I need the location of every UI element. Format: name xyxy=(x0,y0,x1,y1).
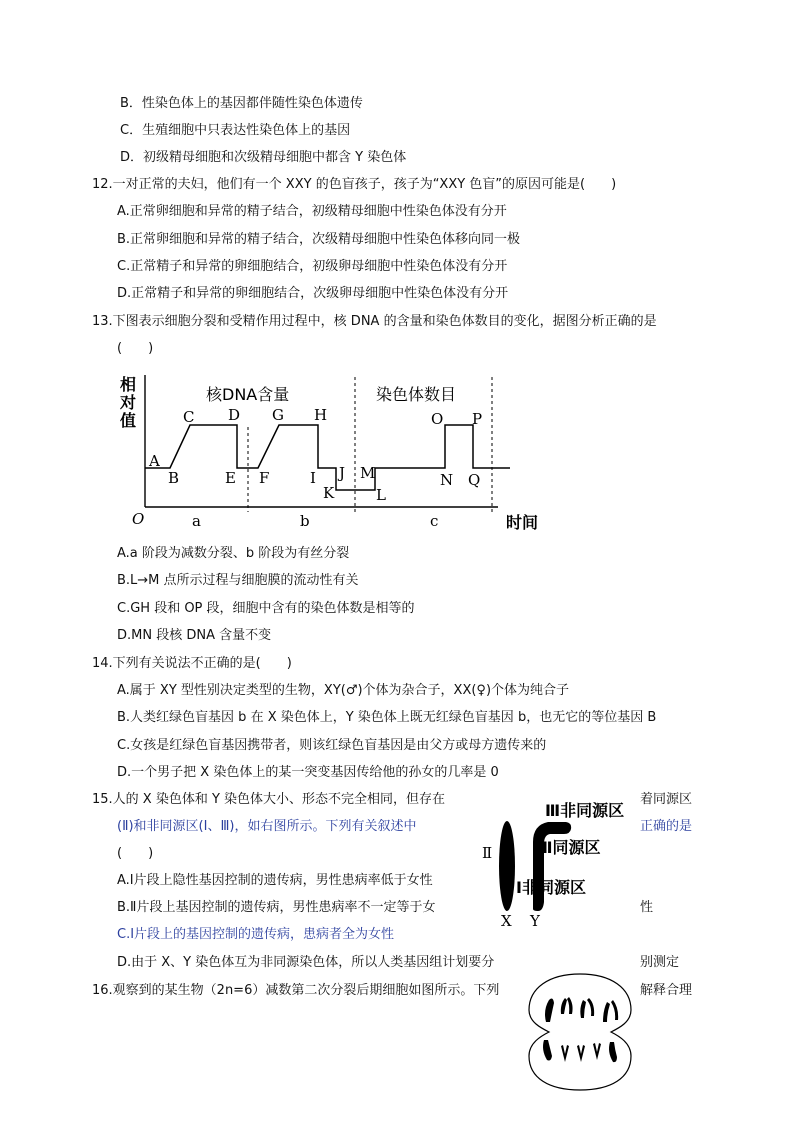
q15-stem-right: 着同源区 xyxy=(640,792,693,807)
q13-option-b: B.L→M 点所示过程与细胞膜的流动性有关 xyxy=(117,573,359,588)
stage-label-b: b xyxy=(300,512,310,530)
label-i-nonhomologous: Ⅰ非同源区 xyxy=(516,878,586,897)
q15-paren: ( ) xyxy=(117,846,154,861)
point-label-q: Q xyxy=(468,471,481,489)
q15-option-b-end: 性 xyxy=(640,900,654,915)
q14-option-a: A.属于 XY 型性别决定类型的生物，XY(♂)个体为杂合子，XX(♀)个体为纯合子 xyxy=(117,683,570,698)
label-ii-homologous: Ⅱ同源区 xyxy=(542,838,601,857)
q12-option-a: A.正常卵细胞和异常的精子结合，初级精母细胞中性染色体没有分开 xyxy=(117,204,507,219)
point-label-a: A xyxy=(149,452,160,470)
q12-option-c: C.正常精子和异常的卵细胞结合，初级卵母细胞中性染色体没有分开 xyxy=(117,259,508,274)
point-label-d: D xyxy=(228,406,241,424)
q15-option-d: D.由于 X、Y 染色体互为非同源染色体，所以人类基因组计划要分 xyxy=(117,955,495,970)
point-label-n: N xyxy=(440,471,454,489)
xy-chromosome-figure xyxy=(476,792,636,930)
q11-option-c: C．生殖细胞中只表达性染色体上的基因 xyxy=(120,123,351,138)
lower-chromosomes xyxy=(543,1040,617,1062)
q14-option-c: C.女孩是红绿色盲基因携带者，则该红绿色盲基因是由父方或母方遗传来的 xyxy=(117,738,547,753)
q13-stem: 13.下图表示细胞分裂和受精作用过程中，核 DNA 的含量和染色体数目的变化，据图分析正确的是 xyxy=(92,314,657,329)
y-label-2: 对 xyxy=(120,393,137,412)
q13-option-a: A.a 阶段为减数分裂、b 阶段为有丝分裂 xyxy=(117,546,350,561)
section-label-dna: 核DNA含量 xyxy=(206,385,290,404)
q15-stem-left: 15.人的 X 染色体和 Y 染色体大小、形态不完全相同，但存在 xyxy=(92,792,446,807)
point-label-i: I xyxy=(310,469,316,487)
point-label-p: P xyxy=(472,410,483,428)
x-chromosome xyxy=(499,821,515,911)
stage-label-a: a xyxy=(192,512,201,530)
dna-chromosome-graph xyxy=(118,372,548,537)
upper-chromosomes xyxy=(545,997,618,1022)
q15-line2-right: 正确的是 xyxy=(640,819,693,834)
q15-option-d-end: 别测定 xyxy=(640,955,680,970)
q13-option-d: D.MN 段核 DNA 含量不变 xyxy=(117,628,272,643)
q12-option-d: D.正常精子和异常的卵细胞结合，次级卵母细胞中性染色体没有分开 xyxy=(117,286,509,301)
point-label-b: B xyxy=(168,469,180,487)
q15-option-b: B.Ⅱ片段上基因控制的遗传病，男性患病率不一定等于女 xyxy=(117,900,436,915)
q11-option-d: D．初级精母细胞和次级精母细胞中都含 Y 染色体 xyxy=(120,150,407,165)
y-label-3: 值 xyxy=(120,411,137,430)
q14-option-b: B.人类红绿色盲基因 b 在 X 染色体上，Y 染色体上既无红绿色盲基因 b，也无它的等位基因 B xyxy=(117,710,657,725)
q16-stem-right: 解释合理 xyxy=(640,983,693,998)
q15-option-a: A.Ⅰ片段上隐性基因控制的遗传病，男性患病率低于女性 xyxy=(117,873,433,888)
q11-option-b: B．性染色体上的基因都伴随性染色体遗传 xyxy=(120,96,363,111)
point-label-o: O xyxy=(431,410,444,428)
point-label-e: E xyxy=(225,469,236,487)
q15-option-c: C.Ⅰ片段上的基因控制的遗传病，患病者全为女性 xyxy=(117,927,395,942)
q16-stem-left: 16.观察到的某生物（2n=6）减数第二次分裂后期细胞如图所示。下列 xyxy=(92,983,500,998)
point-label-g: G xyxy=(272,406,284,424)
q13-paren: ( ) xyxy=(117,341,154,356)
dna-chromosome-curve xyxy=(145,425,510,490)
label-iii-nonhomologous: Ⅲ非同源区 xyxy=(545,801,625,820)
y-label-1: 相 xyxy=(120,375,137,394)
label-x: X xyxy=(501,912,512,930)
q15-line2-left: (Ⅱ)和非同源区(Ⅰ、Ⅲ)，如右图所示。下列有关叙述中 xyxy=(117,819,417,834)
point-label-h: H xyxy=(314,406,328,424)
label-y: Y xyxy=(530,912,540,930)
origin-label: O xyxy=(132,510,145,528)
cell-membrane xyxy=(529,974,631,1090)
point-label-f: F xyxy=(259,469,270,487)
point-label-l: L xyxy=(376,486,386,504)
x-label-time: 时间 xyxy=(506,513,539,532)
q14-option-d: D.一个男子把 X 染色体上的某一突变基因传给他的孙女的几率是 0 xyxy=(117,765,499,780)
q12-option-b: B.正常卵细胞和异常的精子结合，次级精母细胞中性染色体移向同一极 xyxy=(117,232,521,247)
point-label-k: K xyxy=(323,484,335,502)
point-label-j: J xyxy=(339,464,346,482)
meiosis-cell-figure xyxy=(523,970,638,1095)
point-label-m: M xyxy=(360,464,376,482)
section-label-chromosome: 染色体数目 xyxy=(376,385,457,404)
q12-stem: 12.一对正常的夫妇，他们有一个 XXY 的色盲孩子，孩子为“XXY 色盲”的原因可能是( ) xyxy=(92,177,617,192)
point-label-c: C xyxy=(183,408,195,426)
label-ii-left: Ⅱ xyxy=(482,844,493,862)
q13-option-c: C.GH 段和 OP 段，细胞中含有的染色体数是相等的 xyxy=(117,601,415,616)
y-chromosome xyxy=(533,822,571,911)
q14-stem: 14.下列有关说法不正确的是( ) xyxy=(92,656,292,671)
stage-label-c: c xyxy=(430,512,439,530)
